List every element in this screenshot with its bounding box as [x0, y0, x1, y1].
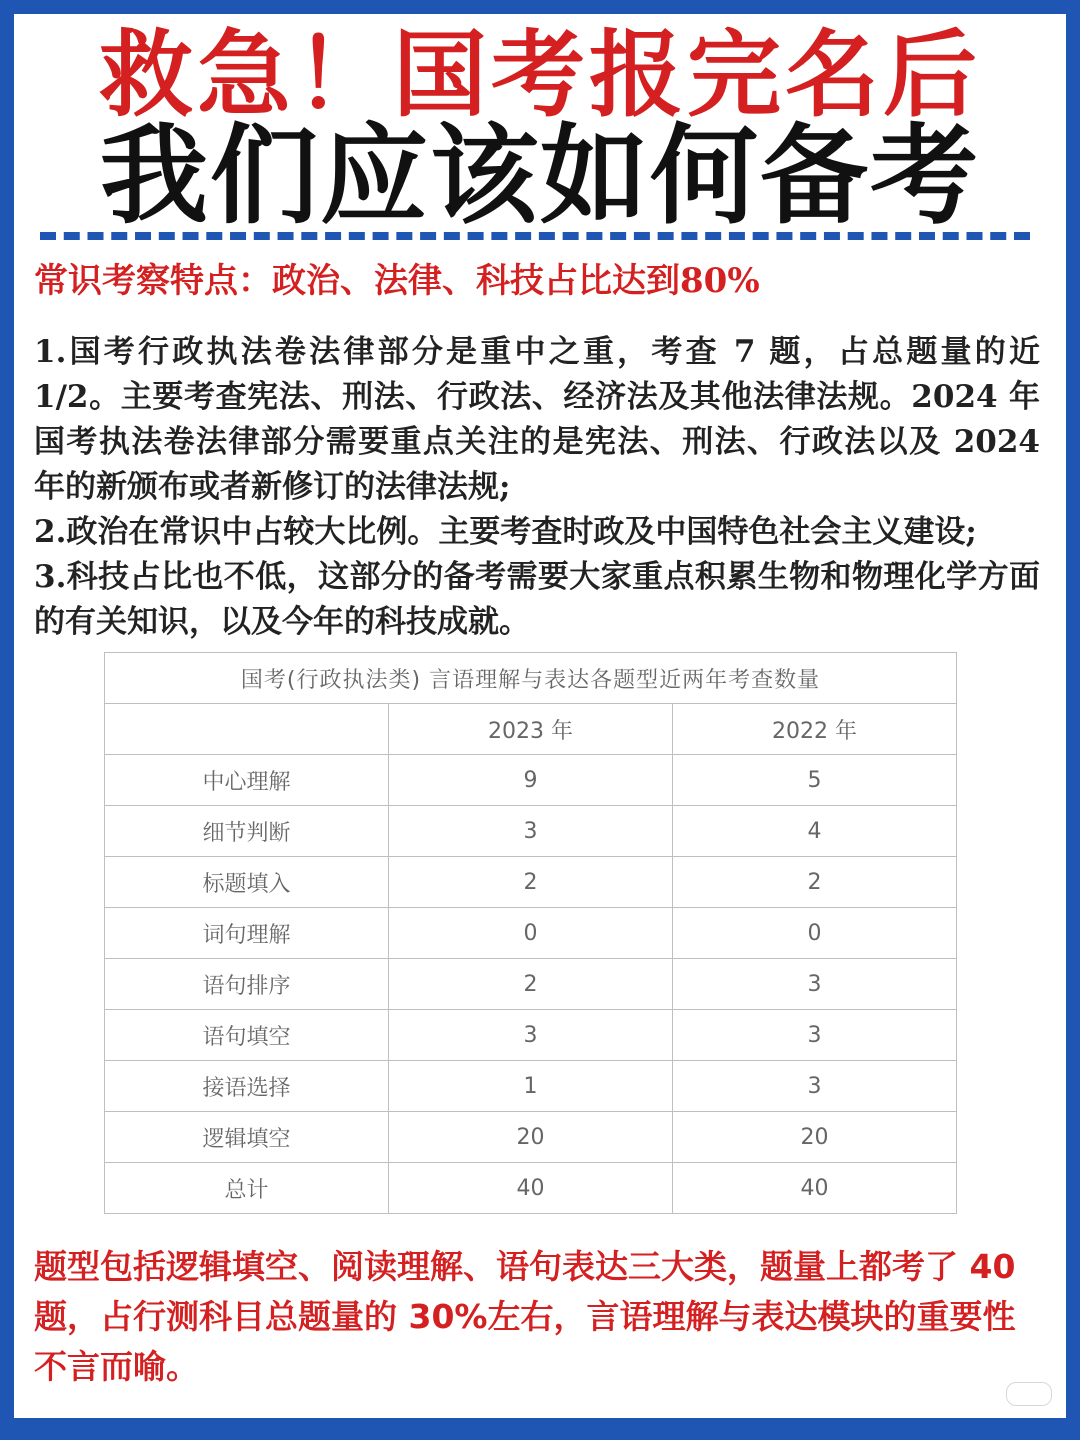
row-label: 标题填入 [105, 857, 389, 908]
watermark-badge [1006, 1382, 1052, 1406]
cell-2023: 0 [389, 908, 673, 959]
question-count-table [104, 652, 957, 1214]
table-row [105, 806, 957, 857]
cell-2022: 3 [673, 1010, 957, 1061]
cell-2023: 40 [389, 1163, 673, 1214]
header-cell-2022: 2022 年 [673, 704, 957, 755]
cell-2023: 3 [389, 806, 673, 857]
row-label: 语句填空 [105, 1010, 389, 1061]
cell-2022: 5 [673, 755, 957, 806]
paragraph-science: 3.科技占比也不低，这部分的备考需要大家重点积累生物和物理化学方面的有关知识，以及今年的科技成就。 [34, 559, 1040, 640]
cell-2023: 1 [389, 1061, 673, 1112]
cell-2023: 20 [389, 1112, 673, 1163]
body-text [34, 330, 1040, 645]
cell-2022: 0 [673, 908, 957, 959]
table-caption: 国考(行政执法类) 言语理解与表达各题型近两年考查数量 [105, 653, 957, 704]
section-subtitle: 常识考察特点：政治、法律、科技占比达到80% [34, 261, 760, 301]
table-row [105, 908, 957, 959]
table-row [105, 1112, 957, 1163]
table-row [105, 1010, 957, 1061]
row-label: 词句理解 [105, 908, 389, 959]
table-row-total [105, 1163, 957, 1214]
cell-2022: 40 [673, 1163, 957, 1214]
cell-2022: 20 [673, 1112, 957, 1163]
row-label: 逻辑填空 [105, 1112, 389, 1163]
cell-2023: 2 [389, 857, 673, 908]
paragraph-politics: 2.政治在常识中占较大比例。主要考查时政及中国特色社会主义建设; [34, 514, 977, 550]
table-row [105, 755, 957, 806]
row-label: 中心理解 [105, 755, 389, 806]
cell-2022: 3 [673, 1061, 957, 1112]
cell-2022: 4 [673, 806, 957, 857]
table-row [105, 959, 957, 1010]
row-label: 接语选择 [105, 1061, 389, 1112]
footer-summary: 题型包括逻辑填空、阅读理解、语句表达三大类，题量上都考了 40 题，占行测科目总题量的 30%左右，言语理解与表达模块的重要性不言而喻。 [34, 1247, 1016, 1386]
row-label: 语句排序 [105, 959, 389, 1010]
row-label: 总计 [105, 1163, 389, 1214]
table-row [105, 857, 957, 908]
row-label: 细节判断 [105, 806, 389, 857]
table-header-row [105, 704, 957, 755]
header-cell-2023: 2023 年 [389, 704, 673, 755]
cell-2022: 2 [673, 857, 957, 908]
dashed-divider [40, 232, 1030, 240]
cell-2023: 9 [389, 755, 673, 806]
cell-2023: 3 [389, 1010, 673, 1061]
title-line-1: 救急！国考报完名后 [98, 21, 981, 130]
paragraph-law: 1.国考行政执法卷法律部分是重中之重，考查 7 题，占总题量的近 1/2。主要考查宪法、刑法、行政法、经济法及其他法律法规。2024 年国考执法卷法律部分需要重点关注的是宪法、刑法、行政法以及 2024 年的新颁布或者新修订的法律法规; [34, 334, 1040, 505]
cell-2023: 2 [389, 959, 673, 1010]
table-caption-row [105, 653, 957, 704]
title-line-2: 我们应该如何备考 [99, 114, 980, 239]
table-row [105, 1061, 957, 1112]
header-cell-blank [105, 704, 389, 755]
cell-2022: 3 [673, 959, 957, 1010]
